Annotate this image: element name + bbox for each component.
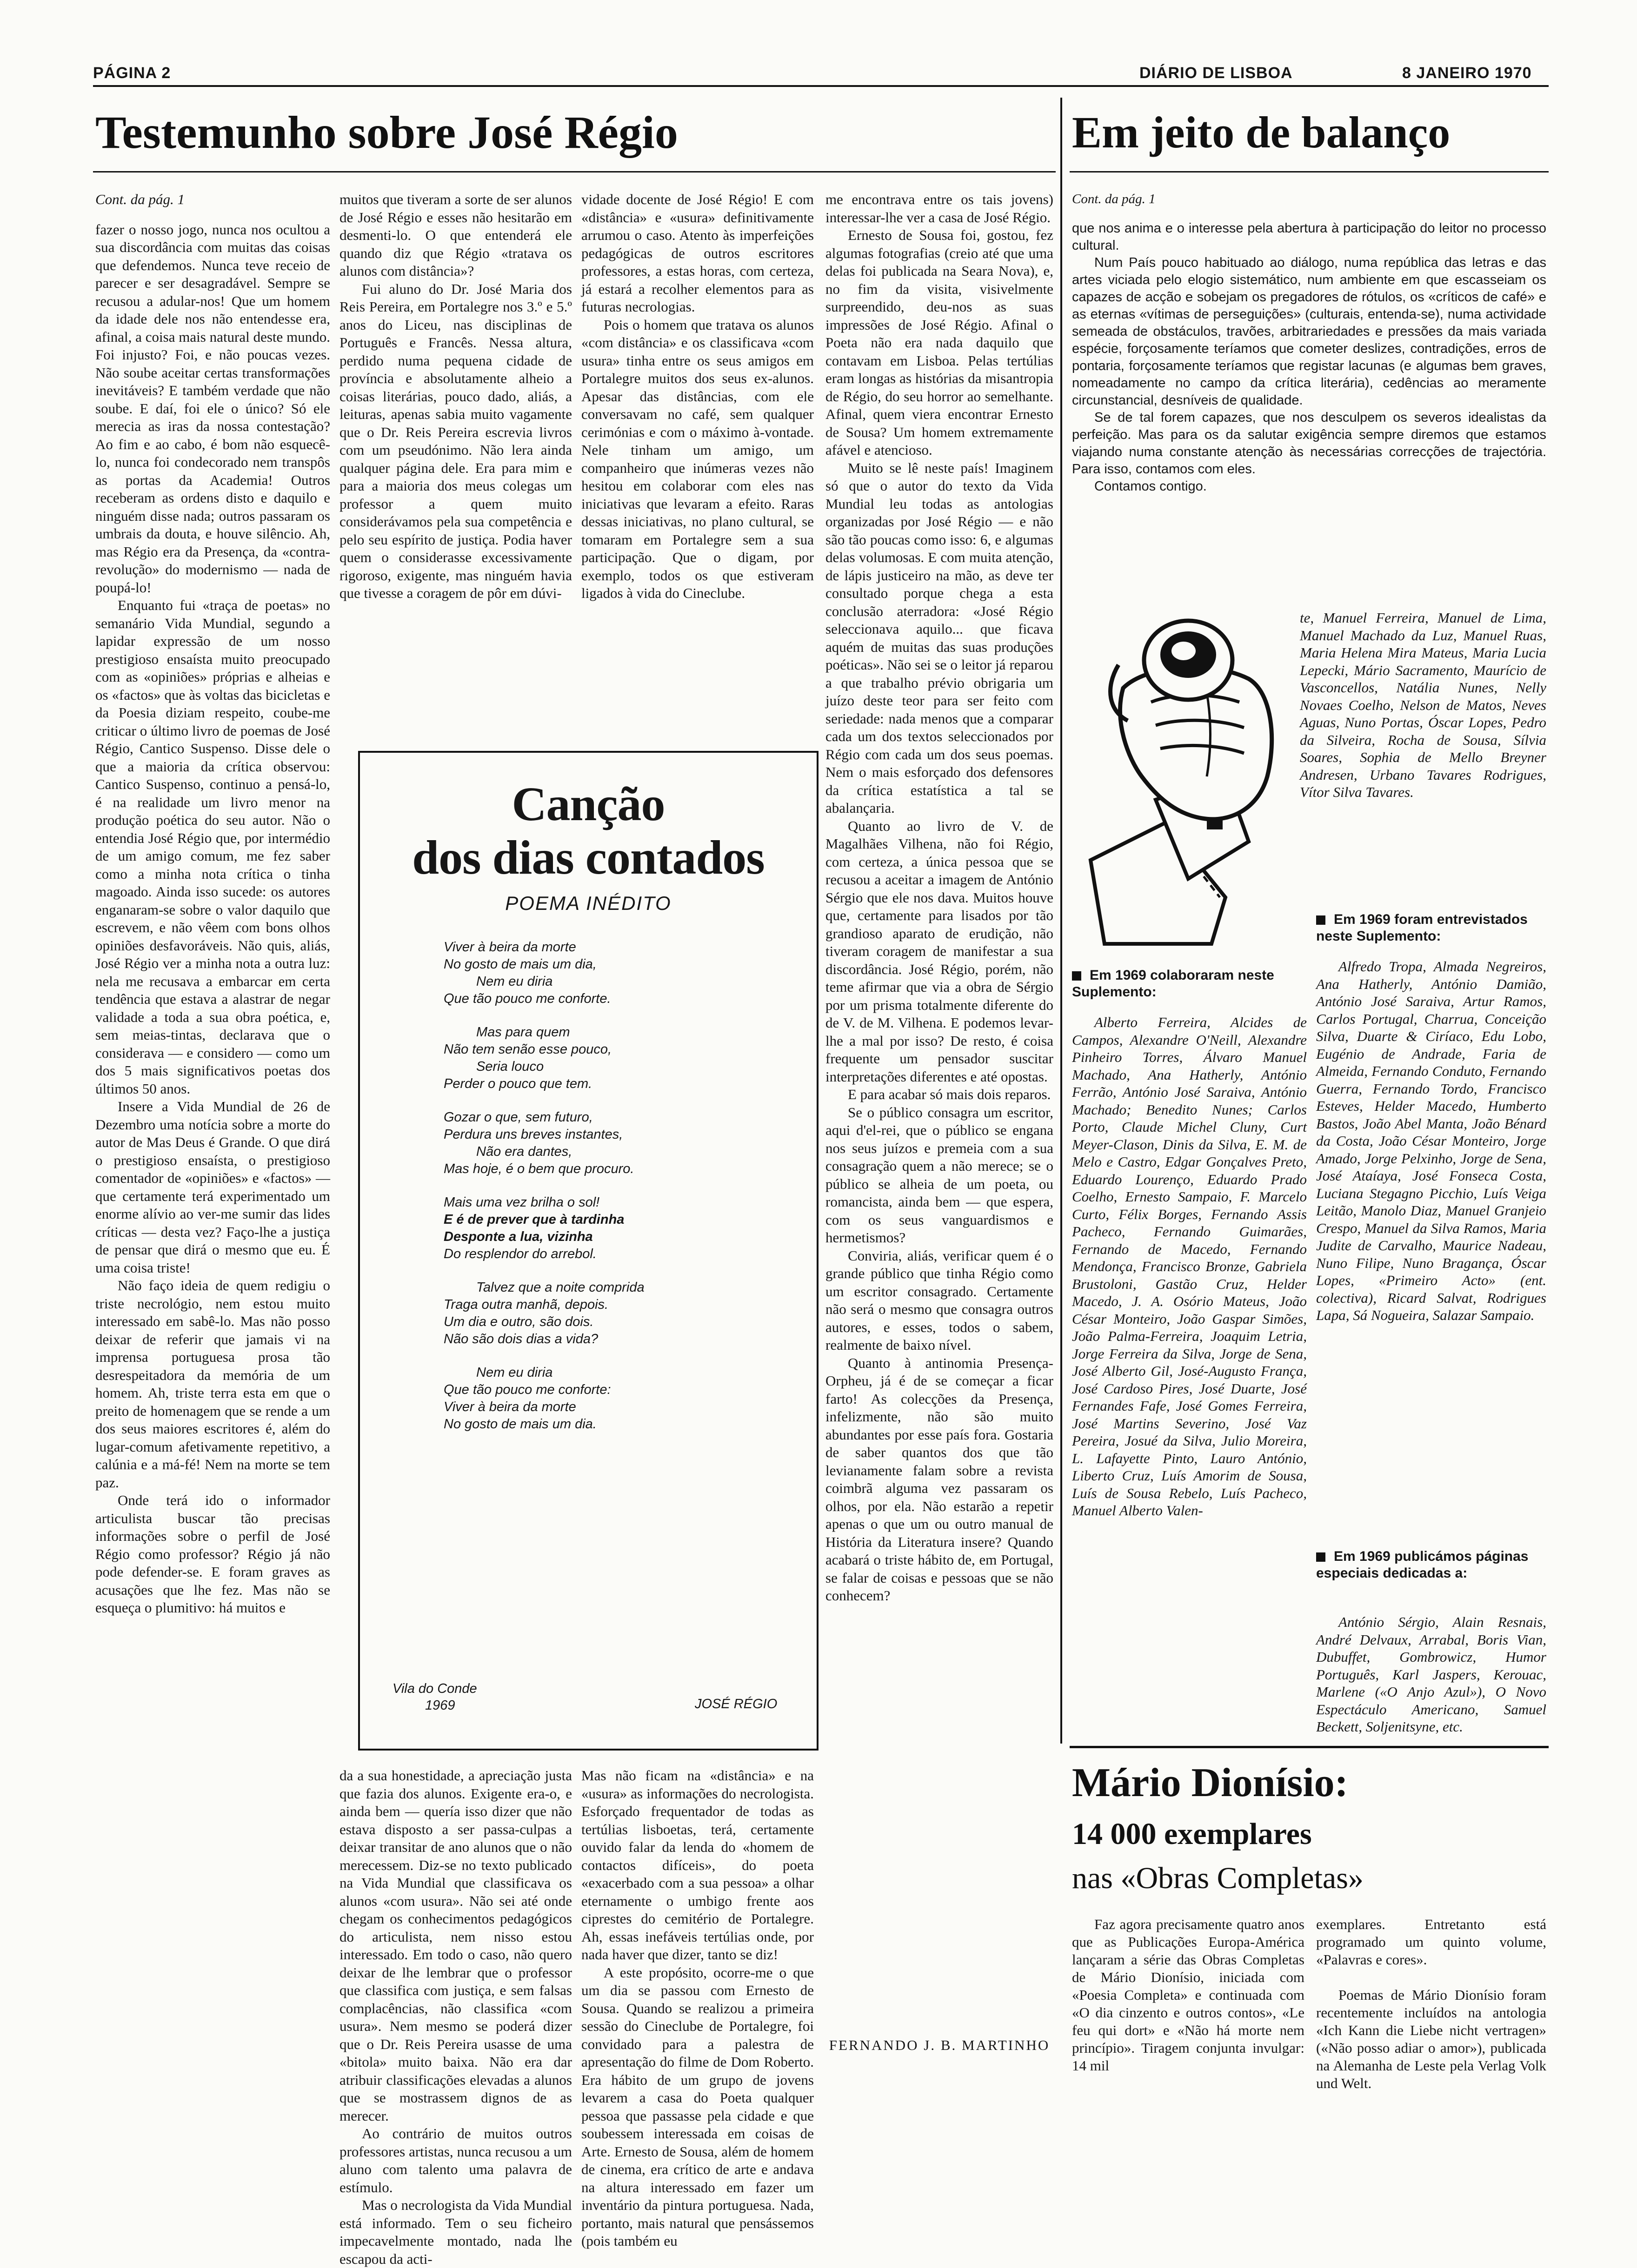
names-text: te, Manuel Ferreira, Manuel de Lima, Manuel Machado da Luz, Manuel Ruas, Maria Helena Mira Mateus, Maria Lucia Lepecki, Mário Sacramento, Maurício de Vasconcellos, Natália Nunes, Nelly Novaes Coelho, Nelson de Matos, Neves Aguas, Nuno Portas, Óscar Lopes, Pedro da Silveira, Rocha de Sousa, Sílvia Soares, Sophia de Mello Breyner Andresen, Urbano Tavares Rodrigues, Vítor Silva Tavares.	[1300, 610, 1546, 800]
names-text: Alberto Ferreira, Alcides de Campos, Alexandre O'Neill, Alexandre Pinheiro Torres, Álvaro Manuel Machado, Ana Hatherly, António Ferrão, António José Saraiva, António Machado; Benedito Nunes; Carlos Porto, Claude Michel Cluny, Curt Meyer-Clason, Dinis da Silva, E. M. de Melo e Castro, Edgar Gonçalves Preto, Eduardo Lourenço, Eduardo Prado Coelho, Ernesto Sampaio, F. Marcelo Curto, Félix Borges, Fernando Assis Pacheco, Fernando Guimarães, Fernando de Macedo, Fernando Mendonça, Francisco Bronze, Gabriela Brustolonі, Gastão Cruz, Helder Macedo, J. A. Osório Mateus, João César Monteiro, João Gaspar Simões, João Palma-Ferreira, Joaquim Letria, Jorge Ferreira da Silva, Jorge de Sena, José Alberto Gil, José-Augusto França, José Cardoso Pires, José Duarte, José Fernandes Fafe, José Gomes Ferreira, José Martins Severino, José Vaz Pereira, Josué da Silva, Julio Moreira, L. Lafayette Pinto, Lauro António, Liberto Cruz, Luís Amorim de Sousa, Luís de Sousa Rebelo, Luís Pacheco, Manuel Alberto Valen-	[1072, 1014, 1307, 1519]
verse: Seria louco	[476, 1059, 544, 1074]
verse: Talvez que a noite comprida	[476, 1280, 645, 1295]
interviewed-list	[1316, 958, 1546, 1534]
poem-place-date	[393, 1680, 477, 1714]
poem-place: Vila do Conde	[393, 1681, 477, 1696]
verse: No gosto de mais um dia.	[444, 1417, 597, 1432]
verse: Mas hoje, é o bem que procuro.	[444, 1161, 634, 1176]
paragraph: vidade docente de José Régio! E com «distância» e «usura» definitivamente arrumou o caso. Atento às imperfeições pedagógicas de outros escritores professores, a estas horas, com certeza, já estará a recolher elementos para as futuras necrologias.	[581, 191, 814, 315]
stanza	[444, 1279, 746, 1348]
verse: Não era dantes,	[476, 1144, 572, 1159]
issue-date: 8 JANEIRO 1970	[1402, 64, 1532, 82]
article-column-2-top	[339, 191, 572, 725]
bullet-square	[1316, 915, 1325, 925]
md-column-1	[1072, 1916, 1304, 2139]
column-divider	[1060, 98, 1062, 1744]
article-column-3-top	[581, 191, 814, 725]
paragraph: Insere a Vida Mundial de 26 de Dezembro uma notícia sobre a morte do autor de Mas Deus é Grande. O que dirá o prestigioso ensaísta, o prestigioso comentador de «opiniões» e «factos» — que certamente terá experimentado um enorme alívio ao ver-me sumir das lides críticas — desta vez? Faço-lhe a justiça de pensar que dirá o mesmo que eu. É uma coisa triste!	[95, 1098, 330, 1276]
paragraph: Mas não ficam na «distância» e na «usura» as informações do necrologista. Esforçado frequentador de todas as tertúlias lisboetas, terá, certamente ouvido falar da lenda do «homem de contactos difíceis», do poeta «exacerbado com a sua pessoa» a olhar eternamente o umbigo frente aos ciprestes do cemitério de Portalegre. Ah, essas inefáveis tertúlias onde, por nada haver que dizer, tanto se diz!	[581, 1767, 814, 1963]
md-column-2	[1316, 1916, 1546, 2139]
paragraph: E para acabar só mais dois reparos.	[848, 1086, 1051, 1102]
continued-note: Cont. da pág. 1	[95, 191, 185, 207]
paragraph: Muito se lê neste país! Imaginem só que o autor do texto da Vida Mundial leu todas as antologias organizadas por José Régio — e não são tão poucas como isso: 6, e algumas delas volumosas. E com muita atenção, de lápis justiceiro na mão, as deve ter consultado porque chega a esta conclusão aterradora: «José Régio seleccionava aquilo... que ficava aquém de muitas das suas produções poéticas». Não sei se o leitor já reparou a que trabalho prévio obrigaria um juízo deste teor para ser feito com seriedade: nada menos que a comparar cada um dos textos seleccionados por Régio com cada um dos seus poemas. Nem o mais esforçado dos defensores da crítica estatística a tal se abalançaria.	[825, 459, 1053, 816]
page-number: PÁGINA 2	[93, 64, 171, 82]
md-subheadline-1: 14 000 exemplares	[1072, 1817, 1312, 1851]
special-pages-heading-text: Em 1969 publicámos páginas especiais dedicadas a:	[1316, 1549, 1529, 1581]
verse: Mas para quem	[476, 1025, 570, 1040]
verse: Mais uma vez brilha o sol!	[444, 1195, 600, 1210]
collaborators-heading	[1072, 967, 1304, 1001]
interviewed-heading	[1316, 911, 1544, 945]
paragraph: Contamos contigo.	[1094, 479, 1207, 494]
bullet-square	[1316, 1552, 1325, 1562]
paragraph: da a sua honestidade, a apreciação justa que fazia dos alunos. Exigente era-o, e ainda bem — quería isso dizer que não estava disposto a ser passa-culpas a deixar transitar de ano alunos que o não merecessem. Diz-se no texto publicado na Vida Mundial que classificava os alunos «com usura». Não sei até onde chegam os conhecimentos pedagógicos do articulista, nem nisso estou interessado. Em todo o caso, não quero deixar de lhe lembrar que o professor que classifica com justiça, e sem falsas complacências, não classifica «com usura». Nem mesmo se poderá dizer que o Dr. Reis Pereira usasse de uma «bitola» muito baixa. Não era dar atribuir classificações elevadas a alunos que se mostrassem dignos de as merecer.	[339, 1767, 572, 2124]
verse: Perdura uns breves instantes,	[444, 1127, 623, 1142]
paragraph: exemplares. Entretanto está programado um quinto volume, «Palavras e cores».	[1316, 1916, 1546, 1968]
special-pages-heading	[1316, 1548, 1544, 1582]
paragraph: Ernesto de Sousa foi, gostou, fez algumas fotografias (creio até que uma delas foi publicada na Seara Nova), e, no fim da visita, visivelmente surpreendido, deu-nos as suas impressões de José Régio. Afinal o Poeta não era nada daquilo que contavam em Lisboa. Pelas tertúlias eram longas as histórias da misantropia de Régio, do seu horror ao semelhante. Afinal, quem viera encontrar Ernesto de Sousa? Um homem extremamente afável e atencioso.	[825, 227, 1053, 458]
poem-box	[358, 751, 818, 1751]
headline-rule-right	[1070, 171, 1549, 172]
paragraph: Mas o necrologista da Vida Mundial está informado. Tem o seu ficheiro impecavelmente montado, nada lhe escapou da acti-	[339, 2197, 572, 2267]
article-column-4	[825, 191, 1053, 2032]
paragraph: me encontrava entre os tais jovens) interessar-lhe ver a casa de José Régio.	[825, 191, 1053, 225]
poem-title-line-2: dos dias contados	[412, 831, 765, 884]
verse: Viver à beira da morte	[444, 940, 576, 955]
headline-balanco: Em jeito de balanço	[1072, 107, 1451, 157]
paragraph: Fui aluno do Dr. José Maria dos Reis Pereira, em Portalegre nos 3.º e 5.º anos do Liceu, nas disciplinas de Português e Francês. Nessa altura, perdido numa pequena cidade de província e absolutamente alheio a coisas literárias, pouco dado, aliás, a leituras, apenas sabia muito vagamente que o Dr. Reis Pereira escrevia livros com um pseudónimo. Não lera ainda qualquer página dele. Era para mim e para a maioria dos meus colegas um professor a quem muito considerávamos pela sua competência e pelo seu espírito de justiça. Podia haver quem o considerasse excessivamente rigoroso, exigente, mas ninguém havia que tivesse a coragem de pôr em dúvi-	[339, 280, 572, 601]
paragraph: Pois o homem que tratava os alunos «com distância» e os classificava «com usura» tinha entre os seus amigos em Portalegre muitos dos seus ex-alunos. Apesar das distâncias, com ele conversavam no café, sem qualquer cerimónias e com o máximo à-vontade. Nele tinham um amigo, um companheiro que inúmeras vezes não hesitou em colaborar com eles nas iniciativas que levaram a efeito. Raras dessas iniciativas, no plano cultural, se tomaram em Portalegre sem a sua participação. Que o digam, por exemplo, todos os que estiveram ligados à vida do Cineclube.	[581, 316, 814, 601]
verse: Traga outra manhã, depois.	[444, 1297, 609, 1312]
paragraph: muitos que tiveram a sorte de ser alunos de José Régio e esses não hesitarão em desmenti-lo. O que entenderá ele quando diz que Régio «tratava os alunos com distância»?	[339, 191, 572, 279]
interviewed-heading-text: Em 1969 foram entrevistados neste Suplemento:	[1316, 912, 1528, 944]
paragraph: Quanto à antinomia Presença-Orpheu, já é de se começar a ficar farto! As colecções da Presença, infelizmente, não são muito abundantes por esse país fora. Gostaria de saber quantos dos que tão levianamente falam sobre a revista coimbrã alguma vez passaram os olhos, por ela. Não estarão a repetir apenas o que um ou outro manual de História da Literatura insere? Quando acabará o triste hábito de, em Portugal, se falar de coisas e pessoas que se não conhecem?	[825, 1354, 1053, 1604]
continued-note-right: Cont. da pág. 1	[1072, 192, 1156, 206]
special-pages-list	[1316, 1613, 1546, 1734]
verse: E é de prever que à tardinha	[444, 1212, 625, 1227]
paragraph: Enquanto fui «traça de poetas» no semanário Vida Mundial, segundo a lapidar expressão de um nosso prestigioso ensaísta muito preocupado com as «opiniões» próprias e alheias e os «factos» que às voltas das bicicletas e da Poesia diziam respeito, coube-me criticar o último livro de poemas de José Régio, Cantico Suspenso. Disse dele o que a maioria da crítica observou: Cantico Suspenso, continuo a pensá-lo, é na realidade um livro menor na produção poética do seu autor. Não o entendia José Régio que, por intermédio de um amigo comum, me fez saber como a minha nota crítica o tinha magoado. Ainda isso sucede: os autores enganaram-se sobre o valor daquilo que escrevem, e não vêem com bons olhos opiniões desfavoráveis. Não quis, aliás, José Régio ver a minha nota a outra luz: nela me recusava a embarcar em certa tendência que estava a alastrar de negar validade a toda a sua obra poética, e, sem meias-tintas, declarava que o considerava — e considero — como um dos 5 mais significativos poetas dos últimos 50 anos.	[95, 597, 330, 1097]
article-column-2-bottom	[339, 1767, 572, 2267]
verse: Gozar o que, sem futuro,	[444, 1110, 593, 1125]
paragraph: Ao contrário de muitos outros professores artistas, nunca recusou a um aluno com talento uma palavra de estímulo.	[339, 2125, 572, 2195]
paragraph: Conviria, aliás, verificar quem é o grande público que tinha Régio como um escritor consagrado. Certamente não será o mesmo que consagra outros autores, e esses, todos o sabem, realmente de baixo nível.	[825, 1247, 1053, 1353]
stanza	[444, 1024, 746, 1093]
collaborators-heading-text: Em 1969 colaboraram neste Suplemento:	[1072, 968, 1274, 1000]
poem-title-line-1: Canção	[512, 777, 665, 831]
poem-verses	[444, 939, 746, 1449]
verse: Um dia e outro, são dois.	[444, 1314, 594, 1329]
verse: Viver à beira da morte	[444, 1399, 576, 1414]
stanza	[444, 1109, 746, 1178]
paragraph: que nos anima e o interesse pela abertura à participação do leitor no processo cultural.	[1072, 221, 1546, 253]
verse: Não são dois dias a vida?	[444, 1332, 599, 1346]
verse: Que tão pouco me conforte.	[444, 991, 611, 1006]
paragraph: Quanto ao livro de V. de Magalhães Vilhena, não foi Régio, com certeza, a única pessoa que se recusou a aceitar a imagem de António Sérgio que ele nos dava. Muitos houve que, certamente para lisados por tão grandioso aparato de erudição, não tiveram coragem de manifestar a sua discordância. José Régio, porém, não teme afirmar que via a obra de Sérgio por um prisma totalmente diferente do de V. de M. Vilhena. E podemos levar-lhe a mal por isso? De resto, é coisa frequente um pensador suscitar interpretações diferentes e até opostas.	[825, 817, 1053, 1085]
paragraph: fazer o nosso jogo, nunca nos ocultou a sua discordância com muitas das coisas que defendemos. Nunca teve receio de parecer e ser desagradável. Sempre se recusou a adular-nos! Que um homem da idade dele nos não entendesse era, afinal, a coisa mais natural deste mundo. Foi injusto? Foi, e não poucas vezes. Não soube aceitar certas transformações inevitáveis? E também verdade que não soube. E daí, foi ele o único? Só ele merecia as iras da nossa contestação? Ao fim e ao cabo, é bom não esquecê-lo, nunca foi condecorado nem transpôs as portas da Academia! Outros receberam as ordens disto e daquilo e ninguém disse nada; outros passaram os umbrais da douta, e houve silêncio. Ah, mas Régio era da Presença, da «contra-revolução» do modernismo — nada de poupá-lo!	[95, 221, 330, 596]
paragraph: Se de tal forem capazes, que nos desculpem os severos idealistas da perfeição. Mas para os da salutar exigência sempre diremos que estamos viajando numa constante atenção às necessárias correcções de trajectória. Para isso, contamos com eles.	[1072, 410, 1546, 477]
stanza	[444, 939, 746, 1008]
paragraph: Onde terá ido o informador articulista buscar tão precisas informações sobre o perfil de José Régio como professor? Régio já não pode defender-se. E foram graves as acusações que lhe fez. Mas não se esqueça o plumitivo: há muitos e	[95, 1492, 330, 1616]
collaborators-list	[1072, 1014, 1307, 1618]
article-column-3-bottom	[581, 1767, 814, 2249]
poem-author: JOSÉ RÉGIO	[695, 1697, 778, 1711]
paragraph: Se o público consagra um escritor, aqui d'el-rei, que o público se engana nos seus juízos e premeia com a sua consagração quem a não merece; se o público se alheia de um poeta, ou romancista, ainda bem — que espera, com os seus vanguardismos e hermetismos?	[825, 1104, 1053, 1246]
verse: Do resplendor do arrebol.	[444, 1247, 597, 1261]
collaborators-list-continued	[1300, 609, 1546, 804]
verse: No gosto de mais um dia,	[444, 957, 597, 972]
poem-subtitle: POEMA INÉDITO	[505, 892, 672, 914]
newspaper-name: DIÁRIO DE LISBOA	[1139, 64, 1293, 82]
verse: Nem eu diria	[476, 974, 553, 989]
article-signature: FERNANDO J. B. MARTINHO	[829, 2037, 1050, 2053]
section-rule	[1070, 1746, 1549, 1748]
verse: Não tem senão esse pouco,	[444, 1042, 612, 1057]
verse: Desponte a lua, vizinha	[444, 1229, 593, 1244]
bullet-square	[1072, 971, 1081, 981]
balanco-intro	[1072, 191, 1546, 590]
headline-rule	[93, 171, 1056, 172]
pointing-hand-illustration	[1072, 600, 1295, 953]
names-text: Alfredo Tropa, Almada Negreiros, Ana Hatherly, António Damião, António José Saraiva, Artur Ramos, Carlos Portugal, Charrua, Conceição Silva, Duarte & Ciríaco, Edu Lobo, Eugénio de Andrade, Faria de Almeida, Fernando Conduto, Fernando Guerra, Fernando Tordo, Francisco Esteves, Helder Macedo, Humberto Bastos, João Abel Manta, João Bénard da Costa, João César Monteiro, Jorge Amado, Jorge Pelxinho, Jorge de Sena, José Ataíaya, José Fonseca Costa, Luciana Stegagno Picchio, Luís Veiga Leitão, Manolo Diaz, Manuel Granjeio Crespo, Manuel da Silva Ramos, Maria Judite de Carvalho, Maurice Nadeau, Nuno Filipe, Nuno Bragança, Óscar Lopes, «Primeiro Acto» (ent. colectiva), Ricard Salvat, Rodrigues Lapa, Sá Nogueira, Salazar Sampaio.	[1316, 958, 1546, 1323]
paragraph: Faz agora precisamente quatro anos que as Publicações Europa-América lançaram a série das Obras Completas de Mário Dionísio, iniciada com «Poesia Completa» e continuada com «O dia cinzento e outros contos», «Le feu qui dort» e «Não há morte nem princípio». Tiragem conjunta invulgar: 14 mil	[1072, 1916, 1304, 2074]
paragraph: Não faço ideia de quem redigiu o triste necrológio, nem estou muito interessado em sabê-lo. Mas não posso deixar de referir que jamais vi na imprensa portuguesa prosa tão desrespeitadora da memória de um homem. Ah, triste terra esta em que o preito de homenagem que se rende a um dos seus maiores escritores é, além do lugar-comum afetivamente repetitivo, a calúnia e a má-fé! Nem na morte se tem paz.	[95, 1277, 330, 1491]
stanza	[444, 1364, 746, 1433]
md-subheadline-2: nas «Obras Completas»	[1072, 1861, 1364, 1895]
article-column-1	[95, 191, 330, 1953]
verse: Perder o pouco que tem.	[444, 1076, 592, 1091]
paragraph: A este propósito, ocorre-me o que um dia se passou com Ernesto de Sousa. Quando se realizou a primeira sessão do Cineclube de Portalegre, foi convidado para a palestra de apresentação do filme de Dom Roberto. Era hábito de um grupo de jovens levarem a casa do Poeta qualquer pessoa que passasse pela cidade e que soubessem interessada em coisas de Arte. Ernesto de Sousa, além de homem de cinema, era crítico de arte e andava na altura interessado em fazer um inventário da pintura portuguesa. Nada, portanto, mais natural que pensássemos (pois também eu	[581, 1964, 814, 2249]
md-headline: Mário Dionísio:	[1072, 1760, 1348, 1805]
masthead-rule	[93, 85, 1549, 87]
poem-year: 1969	[425, 1698, 455, 1713]
paragraph: Poemas de Mário Dionísio foram recentemente incluídos na antologia «Ich Kann die Liebe nicht vertragen» («Não posso adiar o amor»), publicada na Alemanha de Leste pela Verlag Volk und Welt.	[1316, 1987, 1546, 2091]
verse: Nem eu diria	[476, 1365, 553, 1380]
paragraph: Num País pouco habituado ao diálogo, numa república das letras e das artes viciada pelo elogio sistemático, num ambiente em que escasseiam os capazes de acção e sobejam os pregadores de rótulos, os «críticos de café» e as eternas «vítimas de perseguições» (culturais, entenda-se), numa actividade semeada de obstáculos, travões, arbitrariedades e pressões da mais variada espécie, forçosamente teríamos que cometer deslizes, contradições, erros de pontaria, forçosamente teríamos que registar lacunas (e algumas bem graves, nomeadamente no campo da crítica literária), cedências ao meramente circunstancial, desníveis de qualidade.	[1072, 255, 1546, 408]
headline-testemunho: Testemunho sobre José Régio	[95, 106, 678, 158]
verse: Que tão pouco me conforte:	[444, 1382, 611, 1397]
names-text: António Sérgio, Alain Resnais, André Delvaux, Arrabal, Boris Vian, Dubuffet, Gombrowicz, Humor Português, Karl Jaspers, Kerouac, Marlene («O Anjo Azul»), O Novo Espectáculo Americano, Samuel Beckett, Soljenitsyne, etc.	[1316, 1614, 1546, 1735]
stanza	[444, 1194, 746, 1263]
